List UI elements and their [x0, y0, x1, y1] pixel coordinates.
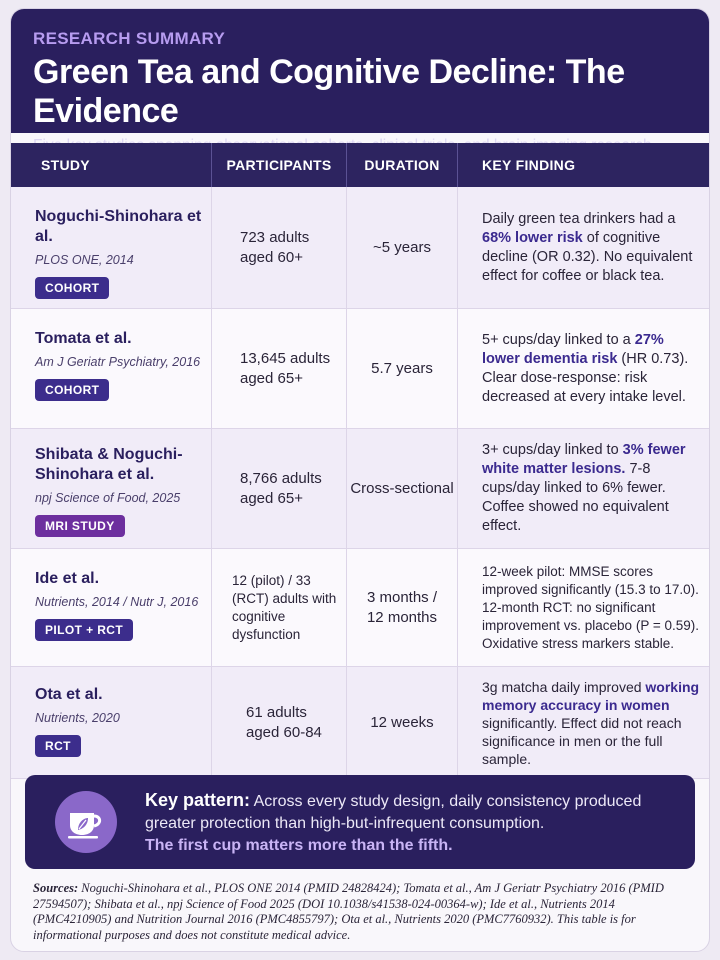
finding-cell	[457, 549, 710, 666]
table-row	[11, 309, 710, 429]
column-header-participants: PARTICIPANTS	[211, 143, 346, 187]
finding-highlight: 68% lower risk	[482, 229, 583, 246]
study-type-badge: COHORT	[35, 379, 109, 401]
table-row	[11, 429, 710, 549]
sources-text: Noguchi-Shinohara et al., PLOS ONE 2014 (PMID 24828424); Tomata et al., Am J Geriatr Psychiatry 2016 (PMID 27594507); Shibata et al., npj Science of Food 2025 (DOI 10.1038/s41538-024-00364-w); Ide et al., Nutrients 2014 (PMC4210905) and Nutrition Journal 2016 (PMC4855797); Ota et al., Nutrients 2020 (PMC7760932). This table is for informational purposes and does not constitute medical advice.	[33, 881, 664, 942]
study-type-badge: MRI STUDY	[35, 515, 125, 537]
study-type-badge: RCT	[35, 735, 81, 757]
column-header-key-finding: KEY FINDING	[457, 143, 710, 187]
participants-value: 8,766 adults aged 65+	[240, 469, 322, 507]
finding-text	[482, 210, 701, 286]
participants-value: 13,645 adults aged 65+	[240, 349, 331, 387]
finding-cell	[457, 309, 710, 428]
participants-cell	[211, 309, 346, 428]
study-author: Noguchi-Shinohara et al.	[35, 208, 202, 245]
finding-text-part: significantly. Effect did not reach significance in men or the full sample.	[482, 714, 682, 767]
study-type-badge: COHORT	[35, 277, 109, 299]
finding-text-part: 5+ cups/day linked to a	[482, 331, 635, 348]
key-pattern-label: Key pattern:	[145, 790, 251, 810]
study-journal: Am J Geriatr Psychiatry, 2016	[35, 355, 201, 369]
finding-text	[482, 563, 701, 653]
duration-value: 5.7 years	[371, 359, 433, 377]
header	[11, 9, 710, 133]
study-journal: npj Science of Food, 2025	[35, 491, 181, 505]
table-row	[11, 549, 710, 667]
key-pattern-text	[145, 789, 685, 857]
participants-cell	[211, 429, 346, 548]
duration-value: 3 months / 12 months	[366, 588, 438, 626]
finding-text	[482, 678, 701, 768]
duration-cell	[346, 549, 457, 666]
duration-value: Cross-sectional	[350, 479, 454, 497]
finding-highlight: working memory accuracy in women	[482, 678, 700, 713]
study-author: Shibata & Noguchi-Shinohara et al.	[35, 446, 183, 483]
finding-text-part: 3g matcha daily improved	[482, 678, 646, 695]
key-pattern-body: Across every study design, daily consistency produced greater protection than high-but-infrequent consumption.	[145, 793, 642, 832]
study-cell	[11, 187, 211, 308]
sources-label: Sources:	[33, 881, 79, 895]
study-journal: PLOS ONE, 2014	[35, 253, 134, 267]
column-header-study: STUDY	[41, 157, 90, 173]
finding-cell	[457, 429, 710, 548]
participants-cell	[211, 667, 346, 778]
duration-cell	[346, 429, 457, 548]
study-author: Tomata et al.	[35, 330, 132, 347]
study-journal: Nutrients, 2020	[35, 711, 120, 725]
table-row	[11, 667, 710, 779]
key-pattern-emphasis: The first cup matters more than the fifth.	[145, 837, 453, 854]
participants-value: 12 (pilot) / 33 (RCT) adults with cognitive dysfunction	[232, 572, 337, 642]
finding-cell	[457, 187, 710, 308]
study-cell	[11, 309, 211, 428]
study-cell	[11, 549, 211, 666]
summary-card	[10, 8, 710, 952]
study-author: Ide et al.	[35, 570, 100, 587]
finding-cell	[457, 667, 710, 778]
finding-text-part: Daily green tea drinkers had a	[482, 210, 676, 227]
finding-text	[482, 441, 701, 536]
study-cell	[11, 429, 211, 548]
column-header-duration: DURATION	[346, 143, 457, 187]
table-row	[11, 187, 710, 309]
duration-cell	[346, 667, 457, 778]
finding-highlight: 3% fewer white matter lesions.	[482, 442, 686, 477]
participants-value: 723 adults aged 60+	[240, 228, 310, 266]
study-journal: Nutrients, 2014 / Nutr J, 2016	[35, 595, 199, 609]
finding-text-part: 12-week pilot: MMSE scores improved significantly (15.3 to 17.0). 12-month RCT: no significant improvement vs. placebo (P = 0.59). Oxidative stress markers stable.	[482, 563, 699, 651]
duration-cell	[346, 187, 457, 308]
eyebrow-label: RESEARCH SUMMARY	[33, 29, 226, 48]
tea-cup-icon	[55, 791, 117, 853]
finding-highlight: 27% lower dementia risk	[482, 331, 664, 367]
participants-cell	[211, 187, 346, 308]
duration-cell	[346, 309, 457, 428]
participants-cell	[211, 549, 346, 666]
study-cell	[11, 667, 211, 778]
finding-text-part: (HR 0.73). Clear dose-response: risk decreased at every intake level.	[482, 350, 689, 405]
duration-value: ~5 years	[373, 238, 431, 256]
page-title: Green Tea and Cognitive Decline: The Evidence	[33, 53, 625, 130]
duration-value: 12 weeks	[370, 713, 434, 731]
study-author: Ota et al.	[35, 686, 103, 703]
finding-text-part: 7-8 cups/day linked to 6% fewer. Coffee showed no equivalent effect.	[482, 461, 669, 534]
key-pattern-box	[25, 775, 695, 869]
participants-value: 61 adults aged 60-84	[246, 703, 322, 741]
table-header	[11, 143, 710, 187]
finding-text-part: 3+ cups/day linked to	[482, 442, 623, 458]
study-type-badge: PILOT + RCT	[35, 619, 133, 641]
finding-text	[482, 331, 701, 407]
finding-text-part: of cognitive decline (OR 0.32). No equivalent effect for coffee or black tea.	[482, 229, 693, 284]
sources-note	[33, 881, 693, 943]
